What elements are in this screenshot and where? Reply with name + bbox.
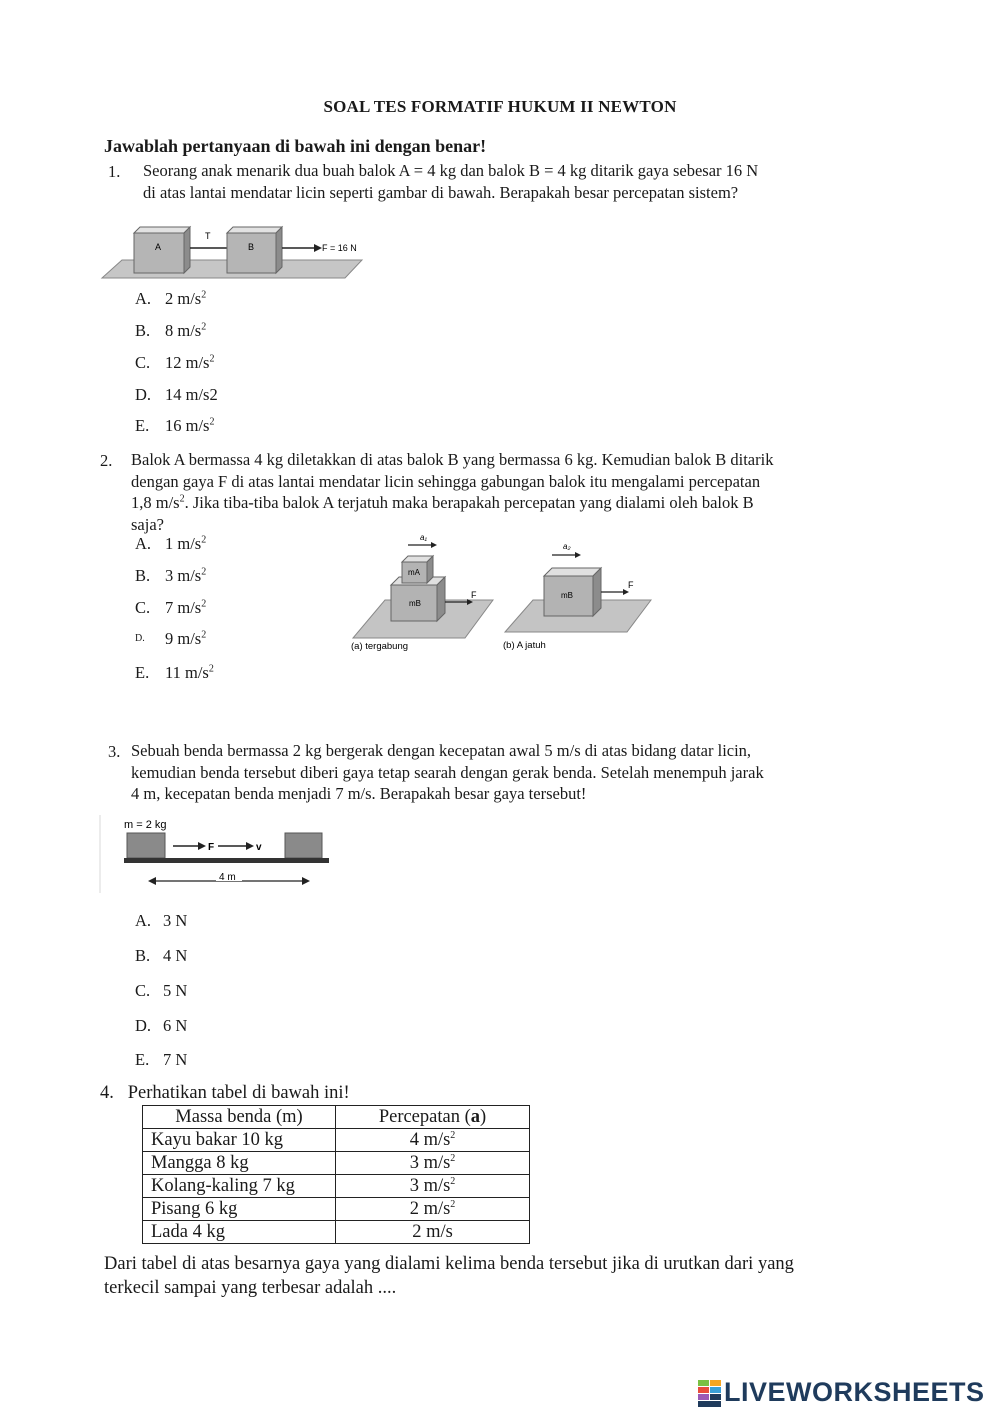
q3-option-a[interactable]: A. 3 N (135, 911, 188, 930)
table-row (143, 1198, 530, 1221)
q1-label-t: T (205, 231, 211, 241)
q1-line2: di atas lantai mendatar licin seperti gambar di bawah. Berapakah besar percepatan sistem? (143, 182, 739, 202)
q1-line1: Seorang anak menarik dua buah balok A = 4 kg dan balok B = 4 kg ditarik gaya sebesar 16 N (143, 161, 759, 180)
q1-block-a (134, 227, 190, 273)
table-header-acc: Percepatan (a) (336, 1106, 530, 1129)
q1-label-b: B (248, 242, 255, 252)
q1-option-c[interactable]: C. 12 $m/s^2$ (135, 353, 215, 372)
q2-number: 2. (100, 451, 113, 470)
q1-block-b (227, 227, 282, 273)
table-cell-acc: 3 $m/s^2$ (336, 1175, 530, 1198)
q1-number: 1. (108, 162, 121, 181)
q1-option-e[interactable]: E. 16 $m/s^2$ (135, 416, 215, 435)
table-cell-acc: 2 $m/s^2$ (336, 1198, 530, 1221)
q2-label-mb: mB (409, 599, 421, 608)
q3-line2: kemudian benda tersebut diberi gaya tetap searah dengan gerak benda. Setelah menempuh jarak (131, 762, 764, 782)
q1-force-arrowhead (314, 244, 322, 252)
q2-text (131, 449, 843, 535)
q2-label-a1: a₁ (420, 533, 427, 542)
q2-option-d[interactable]: D. 9 $m/s^2$ (135, 629, 207, 648)
table-cell-item: Kayu bakar 10 kg (143, 1129, 336, 1152)
q4-closing-line1: Dari tabel di atas besarnya gaya yang dialami kelima benda tersebut jika di urutkan dari yang (104, 1254, 794, 1274)
q3-label-f: F (208, 842, 215, 853)
q3-figure-edge (99, 815, 101, 893)
q1-text (143, 160, 843, 203)
q3-option-c[interactable]: C. 5 N (135, 981, 188, 1000)
q2-accel-arrowhead-b (575, 552, 581, 558)
q2-figure (345, 528, 660, 658)
q3-block-start (127, 833, 165, 858)
table-header-row (143, 1106, 530, 1129)
liveworksheets-logo-icon (698, 1378, 722, 1408)
q3-figure (98, 813, 334, 895)
q2-line1: Balok A bermassa 4 kg diletakkan di atas balok B yang bermassa 6 kg. Kemudian balok B ditarik (131, 450, 774, 469)
table-row (143, 1152, 530, 1175)
q1-label-force: F = 16 N (322, 243, 357, 253)
q2-caption-a: (a) tergabung (351, 641, 409, 652)
q2-line3: 1,8 $m/s^2$. Jika tiba-tiba balok A terjatuh maka berapakah percepatan yang dialami oleh balok B (131, 493, 754, 512)
q3-label-mass: m = 2 kg (124, 819, 167, 831)
q1-option-a[interactable]: A. 2 $m/s^2$ (135, 289, 207, 308)
table-cell-item: Mangga 8 kg (143, 1152, 336, 1175)
page-title: SOAL TES FORMATIF HUKUM II NEWTON (323, 97, 677, 116)
instruction: Jawablah pertanyaan di bawah ini dengan benar! (104, 136, 487, 156)
table-cell-acc: 4 $m/s^2$ (336, 1129, 530, 1152)
q2-caption-b: (b) A jatuh (503, 640, 546, 651)
liveworksheets-logo-text: LIVEWORKSHEETS (724, 1377, 985, 1407)
q4-table (142, 1105, 530, 1244)
q1-option-d[interactable]: D. 14 m/s2 (135, 385, 218, 404)
table-cell-item: Kolang-kaling 7 kg (143, 1175, 336, 1198)
q4-intro: Perhatikan tabel di bawah ini! (127, 1083, 350, 1103)
q4-closing-line2: terkecil sampai yang terbesar adalah .... (104, 1278, 397, 1298)
liveworksheets-logo[interactable] (698, 1377, 985, 1408)
q2-line2: dengan gaya F di atas lantai mendatar licin sehingga gabungan balok itu mengalami percepatan (131, 471, 761, 491)
q2-option-e[interactable]: E. 11 $m/s^2$ (135, 663, 214, 682)
q2-line4: saja? (131, 514, 164, 534)
q3-label-v: v (256, 842, 262, 853)
q1-label-a: A (155, 242, 162, 252)
q2-option-c[interactable]: C. 7 $m/s^2$ (135, 598, 207, 617)
table-cell-item: Lada 4 kg (143, 1221, 336, 1244)
q3-line1: Sebuah benda bermassa 2 kg bergerak dengan kecepatan awal 5 m/s di atas bidang datar licin, (131, 741, 752, 760)
q3-force-arrowhead (198, 842, 206, 850)
table-cell-acc: 2 m/s (336, 1221, 530, 1244)
table-row (143, 1129, 530, 1152)
q4-header (100, 1083, 350, 1104)
q3-label-distance: 4 m (219, 872, 236, 883)
q2-label-f2: F (628, 580, 634, 590)
q3-number: 3. (108, 742, 121, 761)
q2-label-a2: a₂ (563, 542, 571, 551)
q2-label-mb2: mB (561, 591, 573, 600)
q2-option-b[interactable]: B. 3 $m/s^2$ (135, 566, 207, 585)
q3-option-b[interactable]: B. 4 N (135, 946, 188, 965)
table-row (143, 1221, 530, 1244)
q3-option-d[interactable]: D. 6 N (135, 1016, 188, 1035)
q1-figure (100, 222, 380, 282)
table-header-mass: Massa benda (m) (143, 1106, 336, 1129)
q2-option-a[interactable]: A. 1 $m/s^2$ (135, 534, 207, 553)
table-cell-item: Pisang 6 kg (143, 1198, 336, 1221)
q1-option-b[interactable]: B. 8 $m/s^2$ (135, 321, 207, 340)
table-row (143, 1175, 530, 1198)
q3-velocity-arrowhead (246, 842, 254, 850)
q3-surface (124, 858, 329, 863)
q3-text (131, 740, 843, 805)
q3-option-e[interactable]: E. 7 N (135, 1050, 188, 1069)
q3-distance-arrowhead-right (302, 877, 310, 885)
q3-line3: 4 m, kecepatan benda menjadi 7 m/s. Berapakah besar gaya tersebut! (131, 784, 587, 803)
q4-closing (104, 1252, 844, 1300)
q2-label-f1: F (471, 590, 477, 600)
q4-number: 4. (100, 1083, 114, 1103)
q2-accel-arrowhead-a (431, 542, 437, 548)
q2-label-ma: mA (408, 568, 420, 577)
q3-distance-arrowhead-left (148, 877, 156, 885)
q3-block-end (285, 833, 322, 858)
table-cell-acc: 3 $m/s^2$ (336, 1152, 530, 1175)
